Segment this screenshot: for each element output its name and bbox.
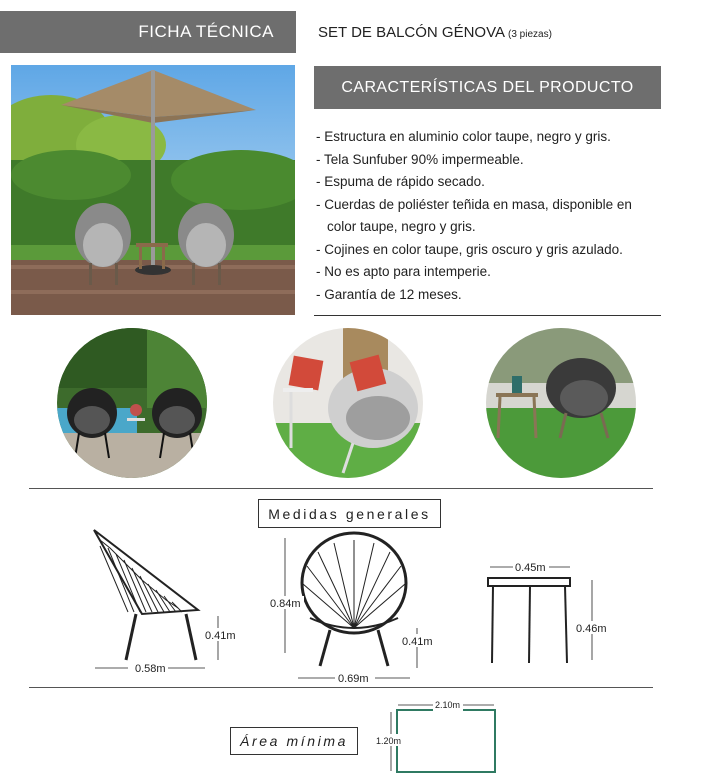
- area-minima-label: [230, 727, 358, 755]
- feature-text: - Estructura en aluminio color taupe, negro y gris.: [316, 129, 611, 144]
- dim-front-width: 0.69m: [338, 673, 369, 685]
- section-divider-bottom: [29, 687, 653, 688]
- ficha-tecnica-banner: [0, 11, 296, 53]
- photo-taupe-chair-table: [486, 328, 636, 478]
- chair-side-view: [94, 530, 198, 660]
- dim-side-seat: 0.41m: [205, 630, 236, 642]
- features-heading: [314, 66, 661, 109]
- dim-front-seat: 0.41m: [402, 636, 433, 648]
- feature-item: [316, 149, 666, 172]
- features-list: [316, 126, 666, 306]
- area-minima-text: Área mínima: [240, 733, 348, 749]
- feature-text: - Garantía de 12 meses.: [316, 286, 462, 302]
- feature-text: - Cuerdas de poliéster teñida en masa, disponible en: [316, 196, 632, 212]
- dim-table-diameter: 0.45m: [515, 562, 546, 574]
- dim-table-height: 0.46m: [576, 623, 607, 635]
- photo-black-chairs-pool: [57, 328, 207, 478]
- feature-item: [316, 194, 666, 239]
- feature-item: [316, 284, 666, 307]
- dim-side-width: 0.58m: [135, 663, 166, 675]
- dim-area-depth: 1.20m: [376, 736, 402, 746]
- feature-text: - Espuma de rápido secado.: [316, 174, 485, 189]
- features-divider: [314, 315, 661, 316]
- dim-front-height: 0.84m: [270, 598, 301, 610]
- photo-gray-chair-cushions: [273, 328, 423, 478]
- product-title: [318, 24, 552, 41]
- ficha-tecnica-label: FICHA TÉCNICA: [138, 22, 274, 41]
- feature-text: - Tela Sunfuber 90% impermeable.: [316, 151, 524, 167]
- main-product-photo: [11, 65, 295, 315]
- product-name: SET DE BALCÓN GÉNOVA: [318, 24, 505, 41]
- area-diagram: [391, 705, 495, 772]
- feature-item: [316, 261, 666, 284]
- feature-text-continued: color taupe, negro y gris.: [327, 219, 476, 234]
- feature-item: [316, 126, 666, 149]
- product-pieces: (3 piezas): [508, 29, 552, 40]
- feature-text: - No es apto para intemperie.: [316, 264, 491, 279]
- feature-text: - Cojines en color taupe, gris oscuro y gris azulado.: [316, 241, 623, 257]
- side-table-view: [488, 578, 570, 663]
- medidas-generales-text: Medidas generales: [268, 505, 431, 522]
- chair-front-view: [302, 533, 406, 666]
- feature-item: [316, 171, 666, 194]
- features-heading-text: CARACTERÍSTICAS DEL PRODUCTO: [341, 78, 634, 96]
- feature-item: [316, 239, 666, 262]
- dim-area-width: 2.10m: [435, 700, 461, 710]
